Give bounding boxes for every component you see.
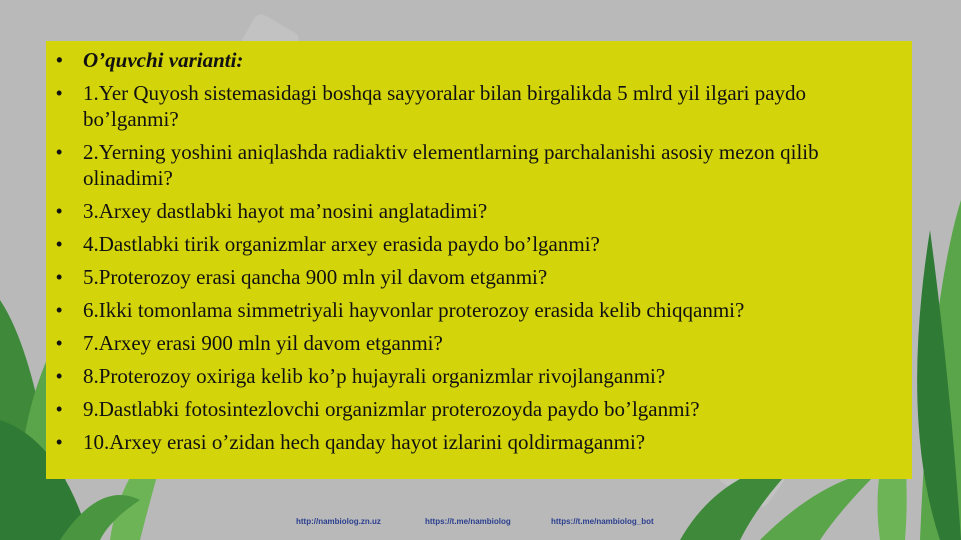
list-item: • 10.Arxey erasi o’zidan hech qanday hayot izlarini qoldirmaganmi?	[56, 429, 892, 455]
list-item: • 4.Dastlabki tirik organizmlar arxey erasida paydo bo’lganmi?	[56, 231, 892, 257]
footer-links	[0, 517, 961, 531]
footer-link-telegram[interactable]: https://t.me/nambiolog	[425, 517, 511, 526]
list-item: • 1.Yer Quyosh sistemasidagi boshqa sayyoralar bilan birgalikda 5 mlrd yil ilgari paydo bo’lganmi?	[56, 80, 892, 132]
list-item: • 7.Arxey erasi 900 mln yil davom etganmi?	[56, 330, 892, 356]
list-item: • 6.Ikki tomonlama simmetriyali hayvonlar proterozoy erasida kelib chiqqanmi?	[56, 297, 892, 323]
variant-heading: • O’quvchi varianti:	[56, 47, 892, 73]
list-item: • 2.Yerning yoshini aniqlashda radiaktiv elementlarning parchalanishi asosiy mezon qilib olinadimi?	[56, 139, 892, 191]
content-panel	[46, 41, 912, 479]
list-item: • 9.Dastlabki fotosintezlovchi organizmlar proterozoyda paydo bo’lganmi?	[56, 396, 892, 422]
footer-link-site[interactable]: http://nambiolog.zn.uz	[296, 517, 381, 526]
footer-link-bot[interactable]: https://t.me/nambiolog_bot	[551, 517, 654, 526]
list-item: • 8.Proterozoy oxiriga kelib ko’p hujayrali organizmlar rivojlanganmi?	[56, 363, 892, 389]
question-list	[56, 47, 892, 455]
list-item: • 5.Proterozoy erasi qancha 900 mln yil davom etganmi?	[56, 264, 892, 290]
list-item: • 3.Arxey dastlabki hayot ma’nosini anglatadimi?	[56, 198, 892, 224]
